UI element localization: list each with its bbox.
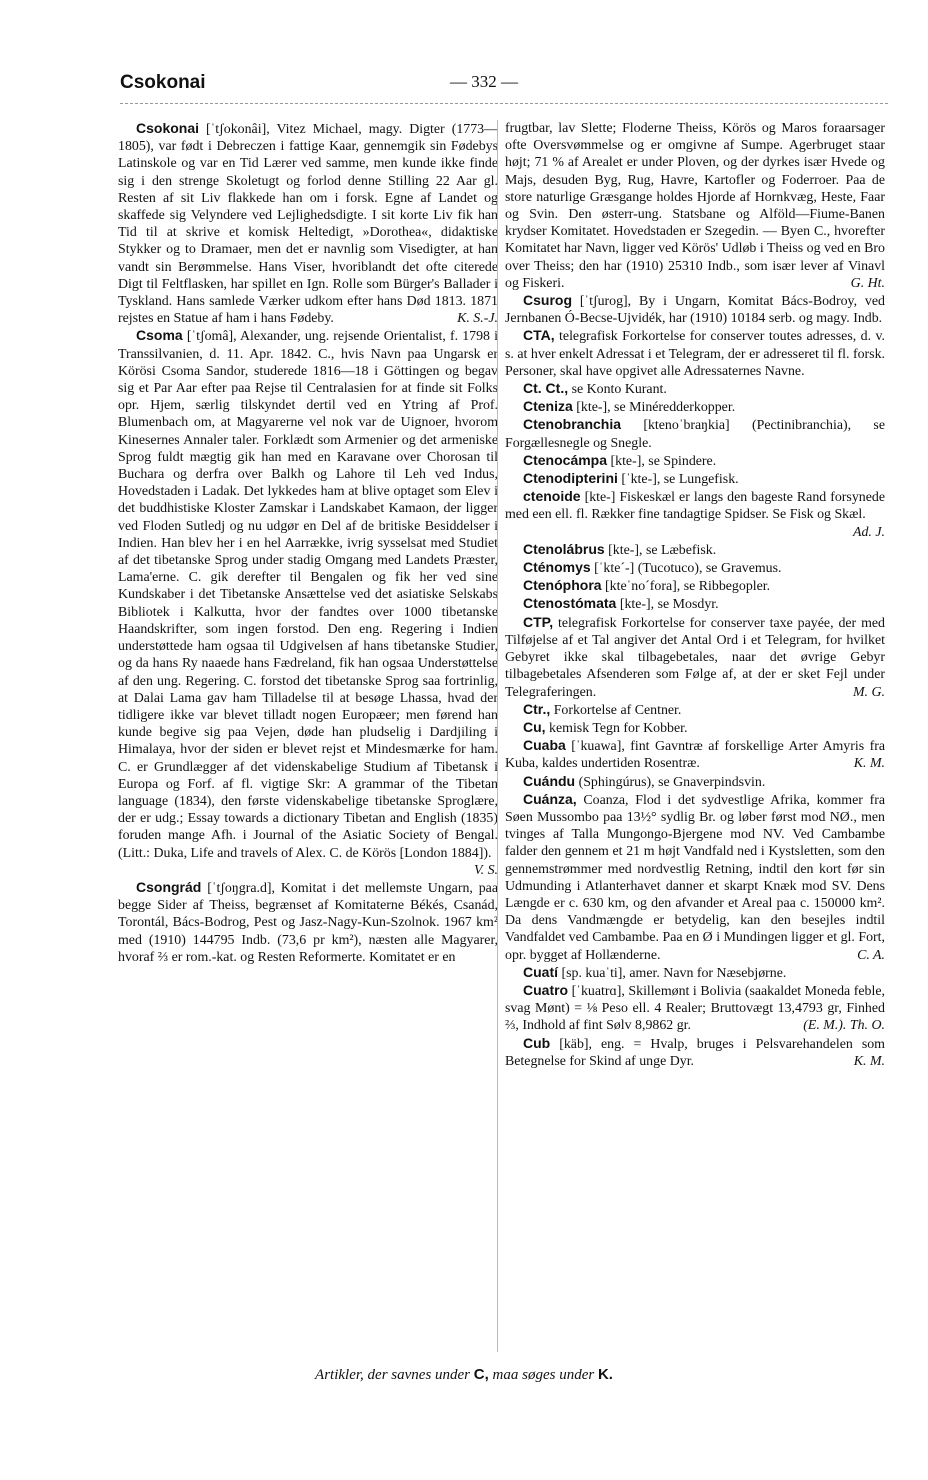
dictionary-entry [505, 416, 885, 451]
entry-text: [ˈkteˊ-] (Tucotuco), se Gravemus. [590, 561, 782, 577]
dictionary-entry [505, 470, 885, 488]
entry-headword: Ctr., [523, 700, 551, 717]
entry-headword: CTP, [523, 613, 554, 630]
entry-text: [kteˈnoˊfora], se Ribbegopler. [601, 579, 771, 595]
dictionary-entry [505, 1035, 885, 1070]
entry-text: [kte-], se Minéredderkopper. [572, 400, 736, 416]
entry-signature: V. S. [473, 862, 498, 878]
entry-text: [sp. kuaˈti], amer. Navn for Næsebjørne. [558, 965, 787, 981]
entry-headword: Ctenobranchia [523, 416, 622, 433]
entry-headword: Cuatí [523, 963, 558, 980]
entry-text: [ktenoˈbraŋkia] (Pectinibranchia), se Forgællesnegle og Snegle. [505, 418, 885, 451]
footer-note [0, 1366, 928, 1384]
entry-signature: M. G. [852, 684, 885, 700]
dictionary-entry [505, 452, 885, 470]
left-column [118, 120, 498, 966]
dictionary-entry [118, 879, 498, 966]
dictionary-entry [505, 614, 885, 701]
dictionary-entry [505, 595, 885, 613]
dictionary-entry [505, 120, 885, 292]
entry-text: [kte-], se Mosdyr. [616, 597, 719, 613]
entry-headword: Cu, [523, 718, 546, 735]
entry-signature: G. Ht. [850, 275, 885, 291]
footer-text-2: maa søges under [492, 1367, 595, 1383]
entry-headword: Csoma [136, 327, 183, 344]
entry-headword: Cteniza [523, 398, 573, 415]
dictionary-entry [505, 737, 885, 772]
entry-headword: Csurog [523, 292, 572, 309]
entry-text: [ˈkte-], se Lungefisk. [617, 472, 739, 488]
dictionary-entry [505, 791, 885, 964]
dictionary-entry [505, 577, 885, 595]
entry-text: [kte-], se Læbefisk. [604, 542, 717, 558]
entry-text: telegrafisk Forkortelse for conserver taxe payée, der med Tilføjelse af et Tal angiver det Antal Ord i et Telegram, for hvilket Gebyret ikke skal tilbagebetales, naar det øvrige Gebyr tilbagebetales Afsenderen som Følge af, at der er sket Fejl under Telegraferingen. [505, 615, 885, 700]
entry-signature: C. A. [857, 947, 885, 963]
right-column [505, 120, 885, 1070]
dictionary-entry [505, 292, 885, 327]
entry-text: [kte-], se Spindere. [607, 453, 717, 469]
entry-text: kemisk Tegn for Kobber. [545, 720, 688, 736]
entry-headword: Cub [523, 1034, 551, 1051]
entry-headword: Cuatro [523, 981, 569, 998]
footer-letter-k: K. [597, 1366, 613, 1383]
entry-headword: Ctenóphora [523, 577, 602, 594]
entry-text: [kte-] Fiskeskæl er langs den bageste Rand forsynede med een ell. fl. Rækker fine tandagtige Spidser. Se Fisk og Skæl. [505, 490, 885, 523]
dictionary-entry [118, 327, 498, 879]
entry-text: [ˈtʃokonâi], Vitez Michael, magy. Digter (1773—1805), var født i Debreczen i fattige Kaar, gennemgik sin Fødebys Latinskole og var en Tid Lærer ved samme, men kunde ikke finde sig i den strenge Skoletugt og forlod denne Stilling 22 Aar gl. Resten af sit Liv flakkede han om i forsk. Egne af Landet og skaffede sig Velyndere ved Lejlighedsdigte. I sit korte Liv fik han Tid til at skrive et komisk Heltedigt, »Dorothea«, didaktiske Stykker og to Dramaer, men det er navnlig som Visedigter, at han vandt sin Berømmelse. Hans Viser, hvoriblandt det ofte citerede Digt til Feltflasken, har spillet en Ign. Rolle som Bürger's Ballader i Tyskland. Hans samlede Værker udkom efter hans Død 1813. 1871 rejstes en Statue af ham i hans Fødeby. [118, 122, 498, 327]
entry-text: [ˈkuawa], fint Gavntræ af forskellige Arter Amyris fra Kuba, kaldes undertiden Rosentræ. [505, 739, 885, 772]
entry-text: [käb], eng. = Hvalp, bruges i Pelsvarehandelen som Betegnelse for Skind af unge Dyr. [505, 1036, 885, 1069]
entry-text: se Konto Kurant. [568, 382, 667, 398]
entry-signature: K. M. [853, 1053, 885, 1069]
entry-text: Forkortelse af Centner. [550, 702, 682, 718]
dictionary-entry [505, 982, 885, 1035]
entry-headword: Cténomys [523, 559, 591, 576]
entry-headword: Cuaba [523, 737, 566, 754]
entry-text: telegrafisk Forkortelse for conserver toutes adresses, d. v. s. at hver enkelt Adressat i et Telegram, der er adresseret til fl. forsk. Personer, skal have opgivet alle Adressaternes Navne. [505, 329, 885, 379]
dictionary-entry [505, 773, 885, 791]
entry-headword: Ctenocámpa [523, 451, 608, 468]
column-divider [497, 120, 498, 1352]
dictionary-entry [505, 701, 885, 719]
footer-text: Artikler, der savnes under [315, 1367, 471, 1383]
running-head: Csokonai [120, 72, 206, 93]
entry-text: frugtbar, lav Slette; Floderne Theiss, Körös og Maros foraarsager ofte Oversvømmelse og er omgivne af Sumpe. Agerbruget staar højt; 71 % af Arealet er under Ploven, og der dyrkes især Hvede og Majs, desuden Byg, Rug, Havre, Kartofler og Foderroer. Paa de store naturlige Græsgange holdes Hjorde af Hornkvæg, Heste, Faar og Svin. Den østerr-ung. Statsbane og Alföld—Fiume-Banen krydser Komitatet. Hovedstaden er Szegedin. — Byen C., hvorefter Komitatet har Navn, ligger ved Körös' Udløb i Theiss og ved en Bro over Theiss; den har (1910) 25310 Indb., som især lever af Vinavl og Fiskeri. [505, 121, 885, 291]
entry-headword: Cuánza, [523, 790, 577, 807]
header-rule [120, 103, 888, 104]
entry-text: (Sphingúrus), se Gnaverpindsvin. [575, 774, 766, 790]
footer-letter-c: C, [473, 1366, 489, 1383]
dictionary-entry [505, 380, 885, 398]
entry-text: [ˈtʃoŋgra.d], Komitat i det mellemste Ungarn, paa begge Sider af Theiss, begrænset af Komitaterne Békés, Csanád, Torontál, Bács-Bodrog, Pest og Jasz-Nagy-Kun-Szolnok. 1967 km² med (1910) 144795 Indb. (73,6 pr km²), næsten alle Magyarer, hvoraf ⅔ er rom.-kat. og Resten Reformerte. Komitatet er en [118, 880, 498, 965]
dictionary-entry [505, 541, 885, 559]
dictionary-entry [505, 398, 885, 416]
entry-headword: Ctenolábrus [523, 540, 605, 557]
entry-text: Coanza, Flod i det sydvestlige Afrika, kommer fra Søen Mussombo paa 13½° sydlig Br. og løber først mod NØ., men tvinges af Talla Mungongo-Bjergene mod NV. Ved Cambambe falder den gennem et 21 m højt Vandfald ned i Kystsletten, som den gennemstrømmer med nordvestlig Retning, indtil den kort før sin Udmunding i Atlanterhavet danner et skarpt Knæk mod SV. Dens Længde er c. 630 km, og den afvander et Areal paa c. 150000 km². Da dens Vandmængde er betydelig, kan den besejles indtil Vandfaldet ved Cambambe. Paa en Ø i Mundingen ligger et gl. Fort, opr. bygget af Hollænderne. [505, 792, 885, 963]
entry-headword: Cuándu [523, 772, 576, 789]
dictionary-entry [118, 120, 498, 327]
entry-signature: Ad. J. [852, 524, 885, 540]
dictionary-entry [505, 719, 885, 737]
dictionary-entry [505, 559, 885, 577]
entry-headword: Csongrád [136, 878, 202, 895]
entry-signature: (E. M.). Th. O. [803, 1018, 885, 1034]
entry-text: [ˈkuatrɑ], Skillemønt i Bolivia (saakaldet Moneda feble, svag Mønt) = ⅛ Peso ell. 4 Realer; Bruttovægt 13,4793 gr, Finhed ⅔, Indhold af fint Sølv 8,9862 gr. [505, 983, 885, 1034]
dictionary-entry [505, 327, 885, 380]
entry-headword: ctenoide [523, 488, 581, 505]
entry-text: [ˈtʃomâ], Alexander, ung. rejsende Orientalist, f. 1798 i Transsilvanien, d. 11. Apr. 1842. C., hvis Navn paa Ungarsk er Körösi Csoma Sandor, studerede 1816—18 i Göttingen og begav sig et Par Aar efter paa Rejse til Centralasien for at finde sit Folks opr. Hjem, særlig tilskyndet dertil ved en Ytring af Prof. Blumenbach om, at Magyarerne vel nok var de Uignoer, hvorom Kinesernes Annaler taler. Forklædt som Armenier og det armeniske Sprog fuldt mægtig gik han med en Karavane over Chorosan til Buchara og derfra over Balkh og Lahore til Leh ved Indus, Hovedstaden i Ladak. Det lykkedes ham at blive optaget som Elev i det buddhistiske Kloster Zamskar i Landskabet Kamaon, der ligger ved Floden Sutledj og nu udgør en Del af de britiske Besiddelser i Indien. Han blev her i en hel Aarrække, ivrig sysselsat med Studiet af det tibetanske Sprog under stadig Omgang med Landets Præster, Lama'erne. C. gik derefter til Bengalen og fik her ved sine Kundskaber i det Tibetanske Ansættelse ved det asiatiske Selskabs Bibliotek i Kalkutta, hvor der fandtes over 1000 tibetanske Haandskrifter, som ingen forstod. Den eng. Regering i Indien understøttede ham ogsaa til Udgivelsen af hans tibetanske Studier, og da hans Ry naaede hans Fædreland, fik han ogsaa Understøttelse af den ung. Regering. C. forstod det tibetanske Sprog saa fortrinlig, at Dalai Lama gav ham Tilladelse til at besøge Lhassa, hvad der tidligere ikke var blevet tilladt nogen Europæer; men førend han kunde begive sig paa Vejen, døde han pludselig i Dardjiling i Himalaya, hvor der siden er blevet rejst et Mindesmærke for ham. C. er Grundlægger af det videnskabelige Studium af Tibetansk i Europa og Forf. af fl. vigtige Skr: A grammar of the Tibetan language (1834), den første videnskabelige tibetanske Sproglære, der er udg.; Essay towards a dictionary Tibetan and English (1835) foruden mange Afh. i Journal of the Asiatic Society of Bengal. (Litt.: Duka, Life and travels of Alex. C. de Körös [London 1884]). [118, 329, 498, 861]
page-number: — 332 — [450, 72, 518, 91]
entry-signature: K. M. [853, 756, 885, 772]
entry-signature: K. S.-J. [457, 311, 498, 327]
entry-headword: Csokonai [136, 120, 200, 136]
entry-headword: Ctenodipterini [523, 470, 618, 487]
dictionary-entry [505, 488, 885, 541]
dictionary-entry [505, 964, 885, 982]
entry-headword: Ct. Ct., [523, 380, 569, 397]
entry-headword: CTA, [523, 327, 555, 344]
page-header [120, 72, 820, 102]
entry-headword: Ctenostómata [523, 595, 617, 612]
entry-text: [ˈtʃurog], By i Ungarn, Komitat Bács-Bodroy, ved Jernbanen Ó-Becse-Ujvidék, har (1910) 10184 serb. og magy. Indb. [505, 294, 885, 327]
